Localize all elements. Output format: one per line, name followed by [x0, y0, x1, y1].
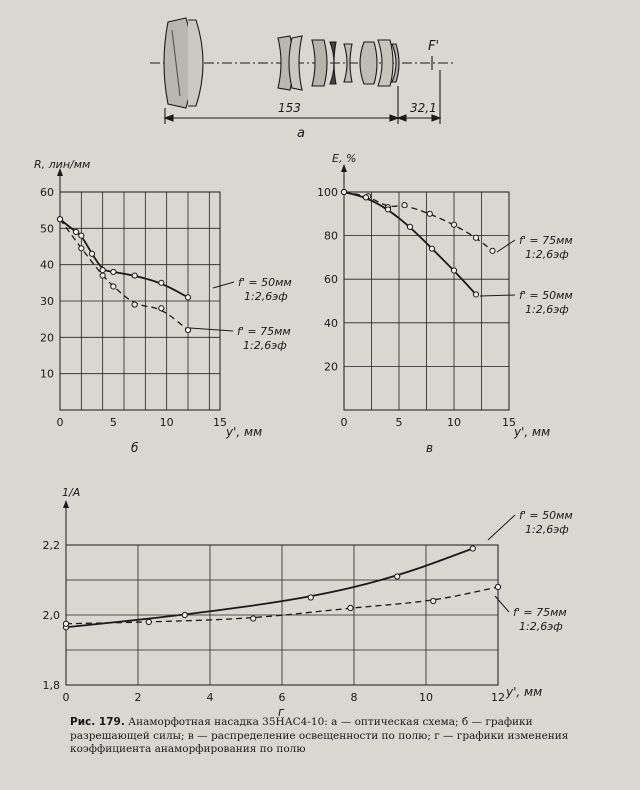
x-axis-label: y', мм: [506, 685, 543, 699]
x-tick-label: 15: [213, 416, 227, 429]
data-point: [251, 616, 256, 621]
data-point: [185, 295, 190, 300]
annotation-leader: [488, 515, 515, 540]
annotation-focal-length: f' = 75мм: [237, 325, 291, 338]
y-tick-label: 2,0: [42, 609, 60, 622]
y-tick-label: 60: [40, 186, 54, 199]
data-point: [495, 584, 500, 589]
annotation-leader: [190, 328, 233, 331]
data-point: [348, 605, 353, 610]
y-axis-label: E, %: [332, 152, 357, 165]
y-tick-label: 100: [317, 186, 338, 199]
y-tick-label: 40: [40, 258, 54, 272]
data-point: [89, 251, 94, 256]
chart-sublabel: в: [426, 441, 434, 455]
y-tick-label: 20: [324, 360, 338, 374]
data-point: [79, 233, 84, 238]
annotation-focal-length: f' = 75мм: [513, 606, 567, 619]
data-point: [73, 229, 78, 234]
front-lens-group: [164, 18, 203, 108]
data-point: [159, 306, 164, 311]
data-point: [57, 217, 62, 222]
annotation-aperture: 1:2,6эф: [525, 523, 569, 536]
y-tick-label: 60: [324, 273, 338, 287]
data-point: [100, 268, 105, 273]
annotation-focal-length: f' = 50мм: [238, 276, 292, 289]
series-line-dashed: [344, 192, 493, 251]
data-point: [473, 292, 478, 297]
annotation-aperture: 1:2,6эф: [525, 248, 569, 261]
data-point: [490, 248, 495, 253]
data-point: [308, 595, 313, 600]
y-tick-label: 10: [40, 367, 54, 381]
data-point: [111, 269, 116, 274]
data-point: [79, 246, 84, 251]
x-tick-label: 8: [350, 691, 358, 704]
y-axis-label: R, лин/мм: [34, 158, 91, 171]
x-tick-label: 10: [447, 416, 461, 429]
data-point: [473, 235, 478, 240]
data-point: [451, 268, 456, 273]
chart-sublabel: г: [278, 705, 285, 719]
data-point: [100, 273, 105, 278]
data-point: [451, 222, 456, 227]
annotation-focal-length: f' = 50мм: [519, 509, 573, 522]
y-axis-label: 1/A: [62, 486, 81, 499]
annotation-leader: [497, 240, 515, 252]
chart-sublabel: б: [131, 441, 139, 455]
data-point: [431, 598, 436, 603]
annotation-leader: [213, 282, 234, 288]
y-tick-label: 40: [324, 316, 338, 330]
grid: [60, 192, 220, 410]
data-point: [132, 302, 137, 307]
data-point: [132, 273, 137, 278]
chart-anamorphic-coefficient: [43, 486, 573, 719]
y-tick-label: 20: [40, 331, 54, 345]
x-axis-label: y', мм: [226, 425, 263, 439]
x-tick-label: 10: [159, 416, 174, 429]
data-point: [341, 189, 346, 194]
annotation-leader: [480, 295, 515, 296]
data-point: [146, 619, 151, 624]
y-tick-label: 30: [40, 295, 54, 308]
data-point: [395, 574, 400, 579]
annotation-aperture: 1:2,6эф: [243, 339, 287, 352]
x-tick-label: 0: [340, 416, 348, 429]
y-tick-label: 80: [324, 229, 338, 243]
data-point: [427, 211, 432, 216]
x-tick-label: 5: [109, 416, 117, 429]
data-point: [111, 284, 116, 289]
dim-length-label: 153: [278, 101, 301, 115]
y-tick-label: 50: [40, 222, 54, 236]
x-tick-label: 2: [134, 691, 142, 704]
annotation-focal-length: f' = 75мм: [519, 234, 573, 247]
x-tick-label: 12: [491, 691, 505, 704]
grid: [66, 545, 498, 685]
data-point: [159, 280, 164, 285]
chart-resolution: [34, 158, 292, 455]
data-point: [429, 246, 434, 251]
y-axis-arrow: [341, 164, 347, 172]
x-tick-label: 0: [62, 691, 70, 704]
data-point: [470, 546, 475, 551]
data-point: [182, 612, 187, 617]
dim-back-focus-label: 32,1: [410, 101, 437, 115]
y-tick-label: 2,2: [42, 539, 60, 552]
x-tick-label: 0: [56, 416, 64, 429]
data-point: [407, 224, 412, 229]
grid: [344, 192, 509, 410]
annotation-aperture: 1:2,6эф: [519, 620, 563, 633]
y-tick-label: 1,8: [42, 679, 60, 692]
data-point: [185, 327, 190, 332]
data-point: [385, 207, 390, 212]
scheme-sublabel: а: [297, 126, 305, 141]
chart-illumination: [317, 152, 573, 455]
caption-text: Анаморфотная насадка 35НАС4-10: а — оптическая схема; б — графики разрешающей силы; в — распределение освещенности по полю; г — графики изменения коэффициента анаморфирования по полю: [70, 716, 569, 755]
annotation-leader: [495, 596, 509, 612]
data-point: [363, 195, 368, 200]
caption-fig-label: Рис. 179.: [70, 716, 125, 728]
annotation-aperture: 1:2,6эф: [525, 303, 569, 316]
data-point: [402, 202, 407, 207]
x-tick-label: 15: [502, 416, 516, 429]
x-tick-label: 4: [206, 691, 214, 704]
x-tick-label: 6: [278, 691, 286, 704]
figure-caption: [70, 716, 590, 757]
y-axis-arrow: [63, 500, 69, 508]
series-line-solid: [66, 549, 473, 628]
annotation-focal-length: f' = 50мм: [519, 289, 573, 302]
annotation-aperture: 1:2,6эф: [244, 290, 288, 303]
x-axis-label: y', мм: [514, 425, 551, 439]
focal-label: F': [428, 39, 440, 54]
x-tick-label: 5: [395, 416, 403, 429]
x-tick-label: 10: [419, 691, 433, 704]
data-point: [63, 621, 68, 626]
